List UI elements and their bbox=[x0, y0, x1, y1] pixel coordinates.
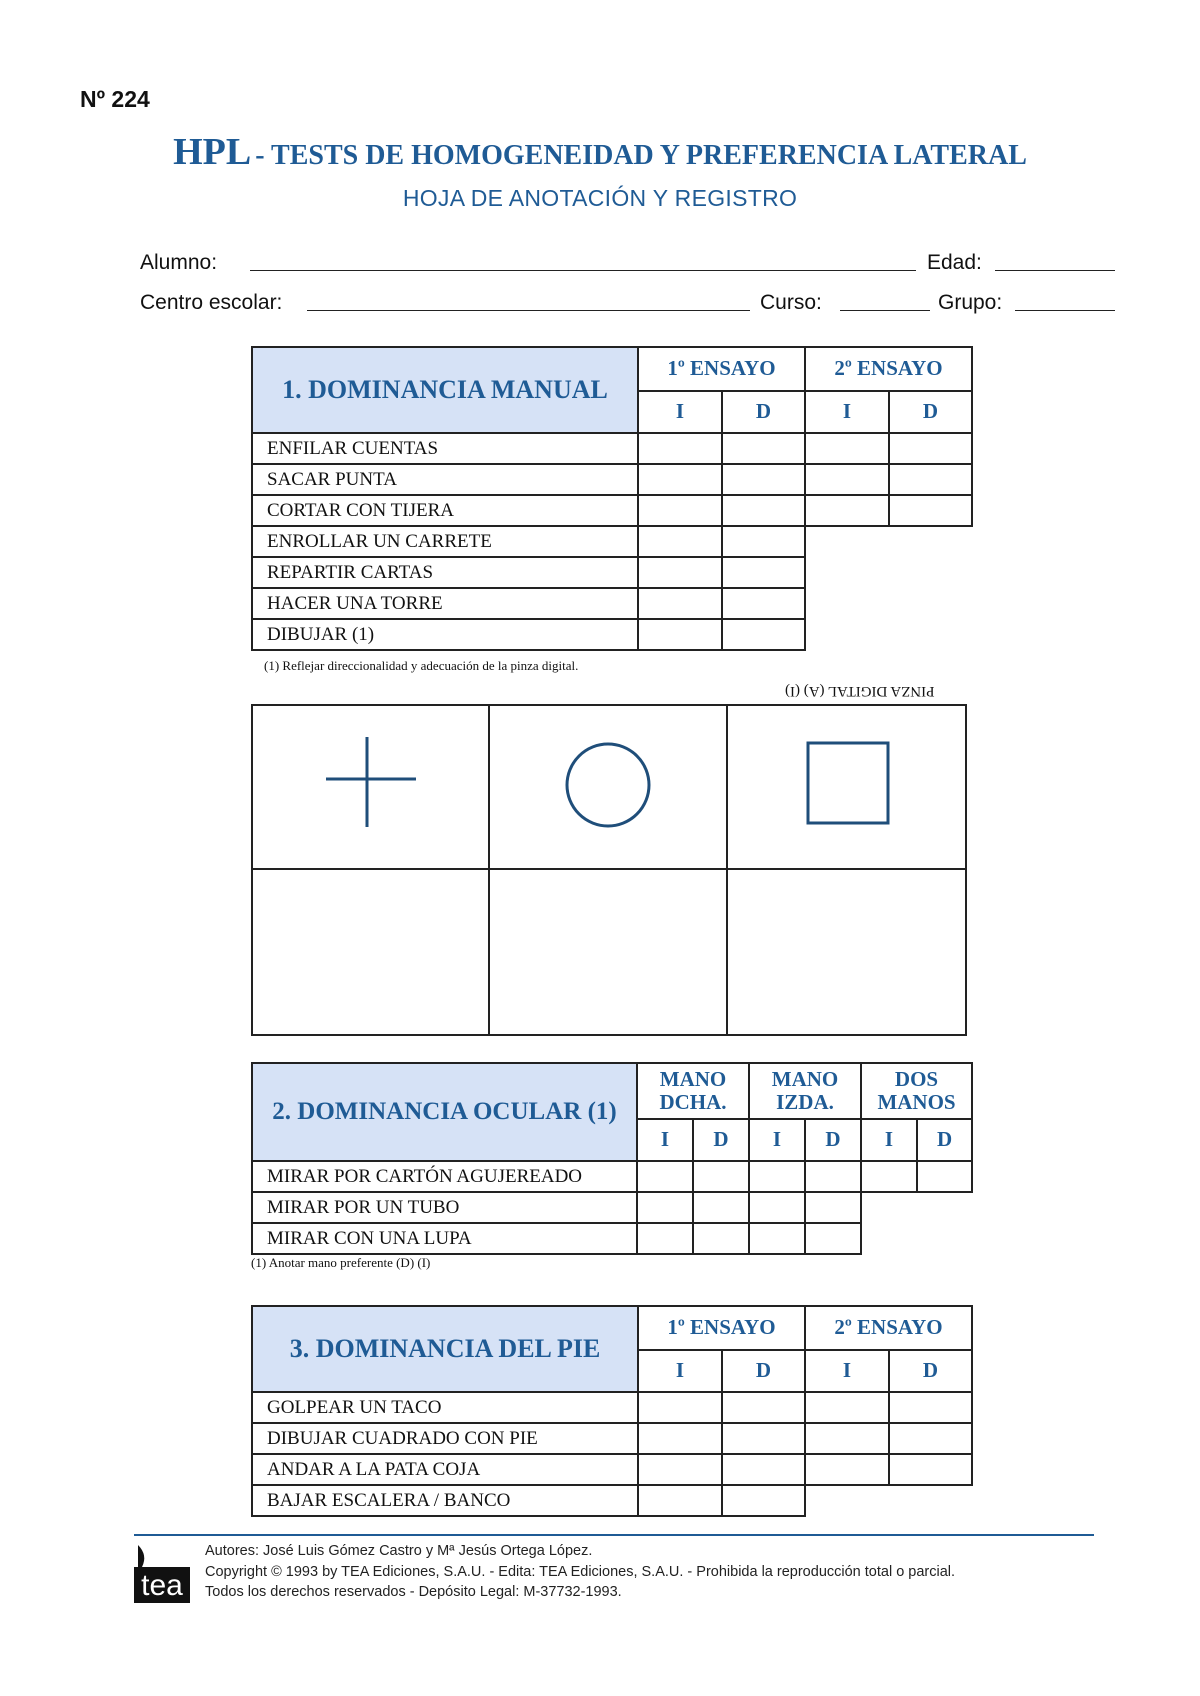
col-i: I bbox=[861, 1119, 917, 1161]
col-d: D bbox=[889, 391, 972, 433]
ocular-table bbox=[251, 1062, 973, 1255]
alumno-field[interactable] bbox=[250, 270, 916, 271]
ocular-mano-izda-header: MANO IZDA. bbox=[749, 1063, 861, 1119]
square-shape bbox=[796, 737, 896, 837]
grupo-label: Grupo: bbox=[938, 291, 1003, 314]
model-circle-cell bbox=[490, 706, 727, 870]
task-label: HACER UNA TORRE bbox=[252, 588, 638, 619]
answer-cell[interactable] bbox=[722, 1423, 805, 1454]
ocular-footnote: (1) Anotar mano preferente (D) (I) bbox=[251, 1255, 431, 1270]
answer-cell[interactable] bbox=[749, 1161, 805, 1192]
col-i: I bbox=[805, 1350, 889, 1392]
cross-shape bbox=[321, 737, 421, 837]
answer-cell[interactable] bbox=[805, 1454, 889, 1485]
col-i: I bbox=[805, 391, 889, 433]
ocular-mano-dcha-header: MANO DCHA. bbox=[637, 1063, 749, 1119]
manual-footnote: (1) Reflejar direccionalidad y adecuación de la pinza digital. bbox=[264, 658, 579, 673]
footer-authors: Autores: José Luis Gómez Castro y Mª Jesús Ortega López. bbox=[205, 1543, 593, 1559]
copy-cross-cell[interactable] bbox=[253, 870, 490, 1034]
grupo-field[interactable] bbox=[1015, 310, 1115, 311]
task-label: GOLPEAR UN TACO bbox=[252, 1392, 638, 1423]
answer-cell[interactable] bbox=[638, 619, 722, 650]
title-rest: - TESTS DE HOMOGENEIDAD Y PREFERENCIA LATERAL bbox=[255, 140, 1027, 171]
curso-field[interactable] bbox=[840, 310, 930, 311]
task-label: DIBUJAR CUADRADO CON PIE bbox=[252, 1423, 638, 1454]
task-label: CORTAR CON TIJERA bbox=[252, 495, 638, 526]
copy-circle-cell[interactable] bbox=[490, 870, 727, 1034]
col-d: D bbox=[722, 1350, 805, 1392]
pie-trial1-header: 1º ENSAYO bbox=[638, 1306, 805, 1350]
answer-cell[interactable] bbox=[889, 1423, 972, 1454]
task-label: BAJAR ESCALERA / BANCO bbox=[252, 1485, 638, 1516]
ocular-title: 2. DOMINANCIA OCULAR (1) bbox=[252, 1063, 637, 1161]
task-label: MIRAR POR UN TUBO bbox=[252, 1192, 637, 1223]
col-d: D bbox=[722, 391, 805, 433]
tea-logo bbox=[134, 1543, 190, 1603]
pie-table bbox=[251, 1305, 973, 1517]
sheet-number: Nº 224 bbox=[80, 86, 150, 112]
answer-cell[interactable] bbox=[722, 1392, 805, 1423]
answer-cell[interactable] bbox=[638, 1392, 722, 1423]
answer-cell[interactable] bbox=[693, 1223, 749, 1254]
answer-cell[interactable] bbox=[722, 1485, 805, 1516]
answer-cell[interactable] bbox=[749, 1223, 805, 1254]
answer-cell[interactable] bbox=[889, 1392, 972, 1423]
page-subtitle: HOJA DE ANOTACIÓN Y REGISTRO bbox=[402, 185, 798, 211]
answer-cell[interactable] bbox=[722, 433, 805, 464]
task-label: ANDAR A LA PATA COJA bbox=[252, 1454, 638, 1485]
col-d: D bbox=[805, 1119, 861, 1161]
task-label: MIRAR CON UNA LUPA bbox=[252, 1223, 637, 1254]
centro-field[interactable] bbox=[307, 310, 750, 311]
answer-cell[interactable] bbox=[889, 464, 972, 495]
answer-cell[interactable] bbox=[637, 1161, 693, 1192]
answer-cell[interactable] bbox=[638, 526, 722, 557]
answer-cell[interactable] bbox=[805, 433, 889, 464]
task-label: ENROLLAR UN CARRETE bbox=[252, 526, 638, 557]
model-cross-cell bbox=[253, 706, 490, 870]
answer-cell[interactable] bbox=[805, 1392, 889, 1423]
col-d: D bbox=[693, 1119, 749, 1161]
answer-cell[interactable] bbox=[805, 1423, 889, 1454]
copy-square-cell[interactable] bbox=[728, 870, 965, 1034]
task-label: ENFILAR CUENTAS bbox=[252, 433, 638, 464]
title-hpl: HPL bbox=[173, 131, 252, 173]
task-label: DIBUJAR (1) bbox=[252, 619, 638, 650]
col-d: D bbox=[889, 1350, 972, 1392]
footer-copyright: Copyright © 1993 by TEA Ediciones, S.A.U. - Edita: TEA Ediciones, S.A.U. - Prohibida la reproducción total o parcial. bbox=[205, 1563, 956, 1580]
model-square-cell bbox=[728, 706, 965, 870]
drawing-grid bbox=[251, 704, 967, 1036]
answer-cell[interactable] bbox=[722, 495, 805, 526]
answer-cell[interactable] bbox=[889, 1454, 972, 1485]
task-label: SACAR PUNTA bbox=[252, 464, 638, 495]
centro-label: Centro escolar: bbox=[140, 291, 283, 314]
task-label: REPARTIR CARTAS bbox=[252, 557, 638, 588]
col-i: I bbox=[638, 1350, 722, 1392]
manual-trial1-header: 1º ENSAYO bbox=[638, 347, 805, 391]
col-i: I bbox=[637, 1119, 693, 1161]
edad-label: Edad: bbox=[927, 251, 982, 274]
answer-cell[interactable] bbox=[805, 1192, 861, 1223]
answer-cell[interactable] bbox=[889, 495, 972, 526]
answer-cell[interactable] bbox=[861, 1161, 917, 1192]
answer-cell[interactable] bbox=[693, 1192, 749, 1223]
answer-cell[interactable] bbox=[722, 557, 805, 588]
answer-cell[interactable] bbox=[638, 433, 722, 464]
manual-title: 1. DOMINANCIA MANUAL bbox=[252, 347, 638, 433]
footer-rights: Todos los derechos reservados - Depósito Legal: M-37732-1993. bbox=[205, 1584, 622, 1600]
ocular-dos-manos-header: DOS MANOS bbox=[861, 1063, 972, 1119]
answer-cell[interactable] bbox=[722, 526, 805, 557]
answer-cell[interactable] bbox=[638, 1454, 722, 1485]
task-label: MIRAR POR CARTÓN AGUJEREADO bbox=[252, 1161, 637, 1192]
page-title bbox=[0, 130, 1200, 174]
answer-cell[interactable] bbox=[638, 464, 722, 495]
answer-cell[interactable] bbox=[722, 588, 805, 619]
circle-shape bbox=[558, 737, 658, 837]
answer-cell[interactable] bbox=[722, 619, 805, 650]
answer-cell[interactable] bbox=[722, 1454, 805, 1485]
manual-trial2-header: 2º ENSAYO bbox=[805, 347, 972, 391]
answer-cell[interactable] bbox=[749, 1192, 805, 1223]
col-i: I bbox=[638, 391, 722, 433]
answer-cell[interactable] bbox=[637, 1223, 693, 1254]
answer-cell[interactable] bbox=[693, 1161, 749, 1192]
pie-trial2-header: 2º ENSAYO bbox=[805, 1306, 972, 1350]
answer-cell[interactable] bbox=[805, 464, 889, 495]
answer-cell[interactable] bbox=[638, 557, 722, 588]
answer-cell[interactable] bbox=[638, 1485, 722, 1516]
answer-cell[interactable] bbox=[805, 1223, 861, 1254]
col-d: D bbox=[917, 1119, 972, 1161]
edad-field[interactable] bbox=[995, 270, 1115, 271]
col-i: I bbox=[749, 1119, 805, 1161]
pinza-digital-note: PINZA DIGITAL (A) (I) bbox=[785, 683, 935, 699]
answer-cell[interactable] bbox=[722, 464, 805, 495]
answer-cell[interactable] bbox=[638, 1423, 722, 1454]
alumno-label: Alumno: bbox=[140, 251, 218, 274]
svg-text:tea: tea bbox=[141, 1569, 183, 1602]
answer-cell[interactable] bbox=[805, 495, 889, 526]
answer-cell[interactable] bbox=[638, 588, 722, 619]
footer-rule bbox=[134, 1534, 1094, 1536]
manual-table bbox=[251, 346, 973, 651]
pie-title: 3. DOMINANCIA DEL PIE bbox=[252, 1306, 638, 1392]
footer-text bbox=[205, 1541, 955, 1603]
answer-cell[interactable] bbox=[637, 1192, 693, 1223]
answer-cell[interactable] bbox=[638, 495, 722, 526]
answer-cell[interactable] bbox=[917, 1161, 972, 1192]
answer-cell[interactable] bbox=[889, 433, 972, 464]
curso-label: Curso: bbox=[760, 291, 822, 314]
answer-cell[interactable] bbox=[805, 1161, 861, 1192]
